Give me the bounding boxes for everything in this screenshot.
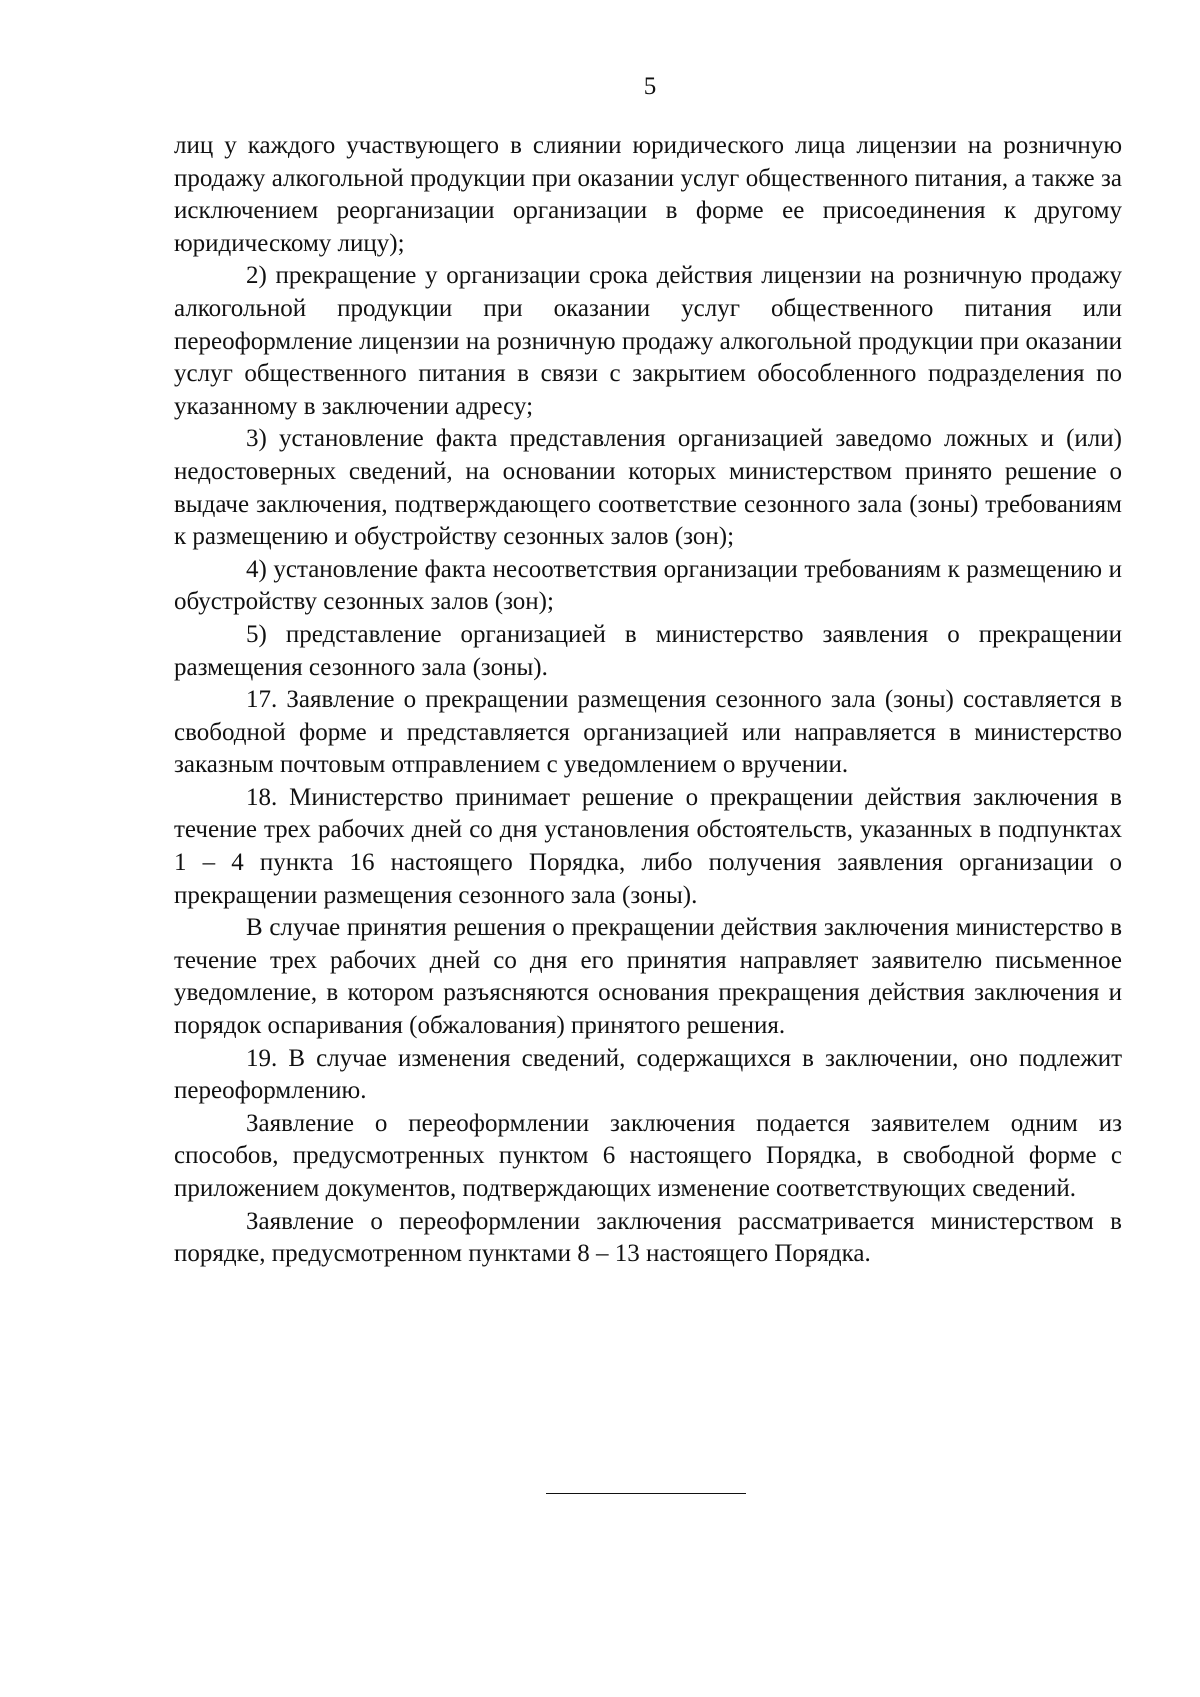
- paragraph-item-4: 4) установление факта несоответствия организации требованиям к размещению и обустройству сезонных залов (зон);: [174, 555, 1122, 616]
- paragraph-item-5: 5) представление организацией в министерство заявления о прекращении размещения сезонного зала (зоны).: [174, 620, 1122, 681]
- paragraph-clause-18-continued: В случае принятия решения о прекращении действия заключения министерство в течение трех рабочих дней со дня его принятия направляет заявителю письменное уведомление, в котором разъясняются основания прекращения действия заключения и порядок оспаривания (обжалования) принятого решения.: [174, 914, 1122, 1040]
- paragraph-item-3: 3) установление факта представления организацией заведомо ложных и (или) недостоверных сведений, на основании которых министерством принято решение о выдаче заключения, подтверждающего соответствие сезонного зала (зоны) требованиям к размещению и обустройству сезонных залов (зон);: [174, 425, 1122, 551]
- paragraph-item-2: 2) прекращение у организации срока действия лицензии на розничную продажу алкогольной продукции при оказании услуг общественного питания или переоформление лицензии на розничную продажу алкогольной продукции при оказании услуг общественного питания в связи с закрытием обособленного подразделения по указанному в заключении адресу;: [174, 262, 1122, 420]
- paragraph-clause-19-review: Заявление о переоформлении заключения рассматривается министерством в порядке, предусмотренном пунктами 8 – 13 настоящего Порядка.: [174, 1207, 1122, 1268]
- paragraph-clause-19-application: Заявление о переоформлении заключения подается заявителем одним из способов, предусмотренных пунктом 6 настоящего Порядка, в свободной форме с приложением документов, подтверждающих изменение соответствующих сведений.: [174, 1109, 1122, 1202]
- paragraph-clause-19: 19. В случае изменения сведений, содержащихся в заключении, оно подлежит переоформлению.: [174, 1044, 1122, 1105]
- paragraph-continuation: лиц у каждого участвующего в слиянии юридического лица лицензии на розничную продажу алкогольной продукции при оказании услуг общественного питания, а также за исключением реорганизации организации в форме ее присоединения к другому юридическому лицу);: [174, 132, 1122, 257]
- paragraph-clause-17: 17. Заявление о прекращении размещения сезонного зала (зоны) составляется в свободной форме и представляется организацией или направляется в министерство заказным почтовым отправлением с уведомлением о вручении.: [174, 686, 1122, 779]
- page-number: 5: [643, 73, 657, 100]
- document-end-divider: [546, 1493, 746, 1494]
- paragraph-clause-18: 18. Министерство принимает решение о прекращении действия заключения в течение трех рабочих дней со дня установления обстоятельств, указанных в подпунктах 1 – 4 пункта 16 настоящего Порядка, либо получения заявления организации о прекращении размещения сезонного зала (зоны).: [174, 783, 1122, 909]
- document-body: [174, 130, 1122, 1271]
